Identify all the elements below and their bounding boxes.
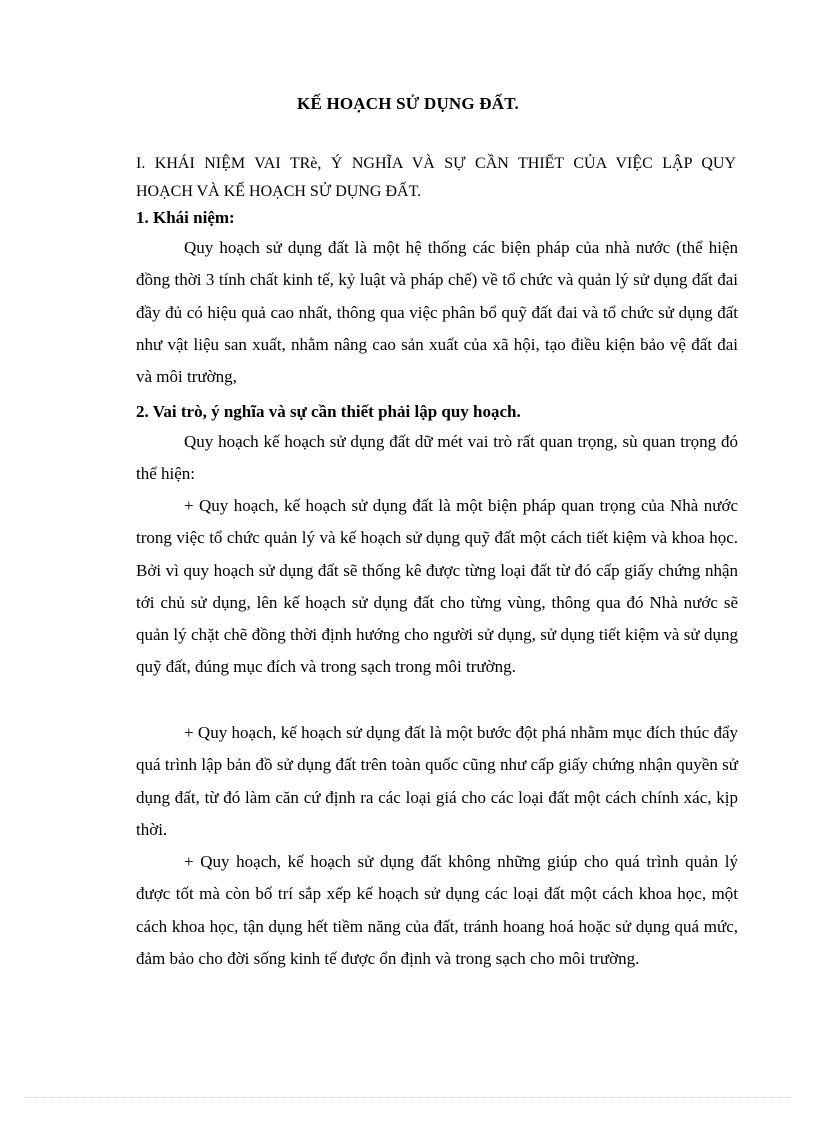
paragraph-definition: Quy hoạch sử dụng đất là một hệ thống các biện pháp của nhà nước (thể hiện đồng thời 3 tính chất kinh tế, kỷ luật và pháp chế) về tổ chức và quản lý sử dụng đất đai đầy đủ có hiệu quả cao nhất, thông qua việc phân bổ quỹ đất đai và tổ chức sử dụng đất như vật liệu san xuất, nhằm nâng cao sản xuất của xã hội, tạo điều kiện bảo vệ đất đai và môi trường, bbox=[136, 238, 738, 387]
page-bottom-divider bbox=[24, 1097, 792, 1098]
section-heading-line-1: I. KHÁI NIỆM VAI TRè, Ý NGHĨA VÀ SỰ CẦN THIẾT CỦA VIỆC LẬP QUY bbox=[136, 155, 736, 172]
subheading-concept: 1. Khái niệm: bbox=[136, 208, 235, 227]
paragraph-role-intro: Quy hoạch kế hoạch sử dụng đất dữ mét vai trò rất quan trọng, sù quan trọng đó thể hiện: bbox=[136, 432, 738, 484]
section-heading-line-2: HOẠCH VÀ KẾ HOẠCH SỬ DỤNG ĐẤT. bbox=[136, 183, 422, 200]
subheading-role: 2. Vai trò, ý nghĩa và sự cần thiết phải lập quy hoạch. bbox=[136, 402, 521, 421]
section-heading bbox=[136, 150, 736, 206]
paragraph-point-2: + Quy hoạch, kế hoạch sử dụng đất là một bước đột phá nhằm mục đích thúc đẩy quá trình lập bản đồ sử dụng đất trên toàn quốc cũng như cấp giấy chứng nhận quyền sử dụng đất, từ đó làm căn cứ định ra các loại giá cho các loại đất một cách chính xác, kịp thời. bbox=[136, 723, 738, 839]
document-title: KẾ HOẠCH SỬ DỤNG ĐẤT. bbox=[297, 94, 519, 113]
paragraph-point-3: + Quy hoạch, kế hoạch sử dụng đất không những giúp cho quá trình quản lý được tốt mà còn bố trí sắp xếp kế hoạch sử dụng các loại đất một cách khoa học, một cách khoa học, tận dụng hết tiềm năng của đất, tránh hoang hoá hoặc sử dụng quá mức, đảm bảo cho đời sống kinh tế được ổn định và trong sạch cho môi trường. bbox=[136, 852, 738, 968]
paragraph-point-1: + Quy hoạch, kế hoạch sử dụng đất là một biện pháp quan trọng của Nhà nước trong việc tổ chức quản lý và kế hoạch sử dụng quỹ đất một cách tiết kiệm và khoa học. Bởi vì quy hoạch sử dụng đất sẽ thống kê được từng loại đất từ đó cấp giấy chứng nhận tới chủ sử dụng, lên kế hoạch sử dụng đất cho từng vùng, thông qua đó Nhà nước sẽ quản lý chặt chẽ đồng thời định hướng cho người sử dụng, sử dụng tiết kiệm và sử dụng quỹ đất, đúng mục đích và trong sạch trong môi trường. bbox=[136, 496, 738, 677]
